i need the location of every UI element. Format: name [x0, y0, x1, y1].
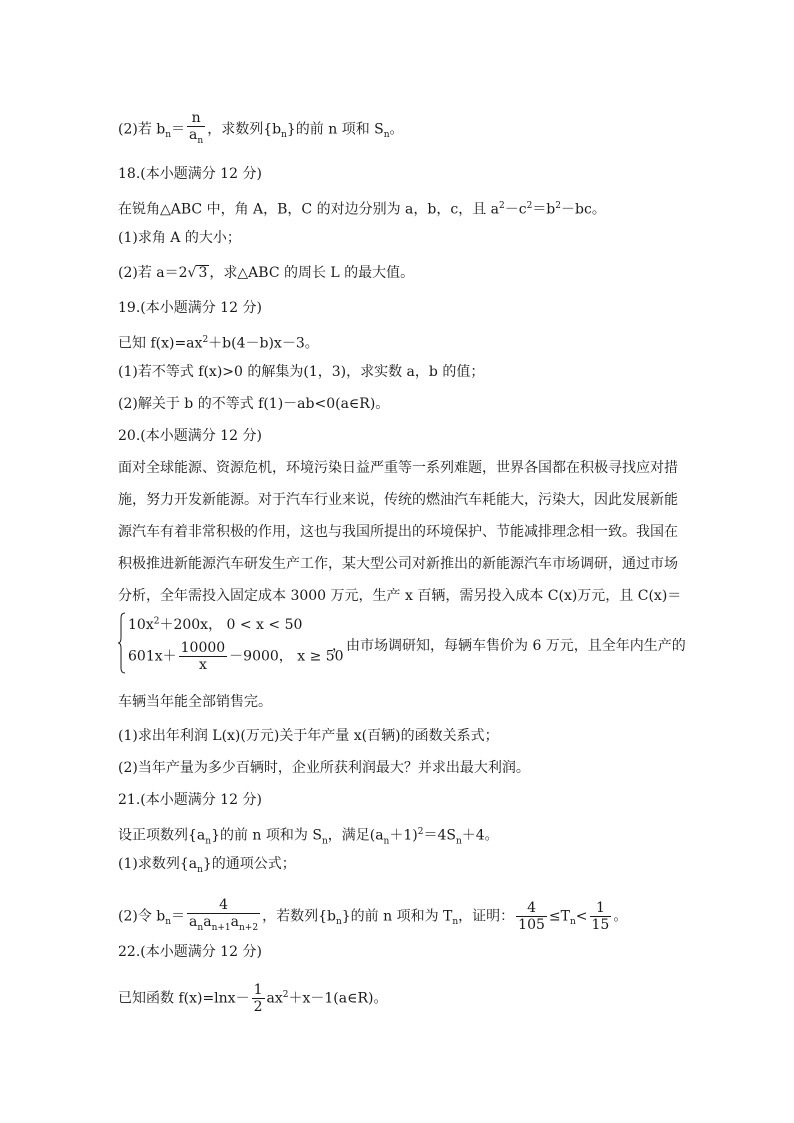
- q20-text-line3: 源汽车有着非常积极的作用，这也与我国所提出的环境保护、节能减排理念相一致。我国在: [118, 524, 678, 540]
- q18-part2: (2)若 a＝2√ 3 ，求△ABC 的周长 L 的最大值。: [118, 265, 415, 281]
- q21-statement: 设正项数列$\{a_n\}$的前 n 项和为 $S_n$，满足$(a_n+1)^2=4S_n+4$。: [118, 827, 499, 847]
- fraction-10000-over-x: $\frac{10000}{x}$: [180, 640, 226, 673]
- q22-statement: 已知函数 f(x)=lnx－ $\frac{1}{2}$ $ax^2+x-1(a\in R)$。: [118, 982, 388, 1015]
- q18-part1: (1)求角 A 的大小；: [118, 230, 241, 246]
- q19-heading: 19.(本小题满分 12 分): [118, 300, 262, 316]
- q19-part2: (2)解关于 b 的不等式 f(1)－ab<0(a∈R)。: [118, 396, 390, 412]
- q20-text-line1: 面对全球能源、资源危机，环境污染日益严重等一系列难题，世界各国都在积极寻找应对措: [118, 460, 678, 476]
- q19-statement: 已知 $f(x)=ax^2+b(4-b)x-3$。: [118, 335, 319, 352]
- q18-statement: 在锐角△ABC 中，角 A，B，C 的对边分别为 a，b，c，且 $a^2-c^2=b^2-bc$。: [118, 201, 606, 218]
- q20-case-tail: ，由市场调研知，每辆车售价为 6 万元，且全年内生产的: [332, 638, 686, 654]
- q20-text-line6: 车辆当年能全部销售完。: [118, 694, 272, 710]
- piecewise-case2: 601x＋ $\frac{10000}{x}$ －9000， x ≥ 50: [128, 640, 344, 673]
- q20-heading: 20.(本小题满分 12 分): [118, 428, 262, 444]
- q21-part1: (1)求数列$\{a_n\}$的通项公式；: [118, 856, 296, 875]
- q22-heading: 22.(本小题满分 12 分): [118, 944, 262, 960]
- sqrt-3: 3: [198, 265, 208, 281]
- piecewise-case1: $10x^2+200x$， 0 < x < 50: [128, 616, 303, 633]
- q18-heading: 18.(本小题满分 12 分): [118, 166, 262, 182]
- fraction-4-over-105: $\frac{4}{105}$: [518, 899, 545, 933]
- q20-text-line2: 施，努力开发新能源。对于汽车行业来说，传统的燃油汽车耗能大，污染大，因此发展新能: [118, 492, 678, 508]
- q21-part2: (2)令 $b_n=$ $\frac{4}{a_na_{n+1}a_{n+2}}$ ，若数列$\{b_n\}$的前 n 项和为 $T_n$，证明： $\frac{4}{105}$ $\le T_n<$ $\frac{1}{15}$ 。: [118, 897, 627, 936]
- q19-part1: (1)若不等式 f(x)>0 的解集为(1，3)，求实数 a，b 的值；: [118, 364, 485, 380]
- q20-text-line4: 积极推进新能源汽车研发生产工作，某大型公司对新推出的新能源汽车市场调研，通过市场: [118, 556, 678, 572]
- fraction-4-over-product: $\frac{4}{a_na_{n+1}a_{n+2}}$: [187, 897, 260, 936]
- fraction-n-over-an: $\frac{n}{a_n}$: [187, 110, 205, 149]
- q17-part2: (2)若 $b_n=$ $\frac{n}{a_n}$ ，求数列$\{b_n\}$的前 n 项和 $S_n$。: [118, 110, 404, 149]
- fraction-1-over-15: $\frac{1}{15}$: [591, 899, 610, 933]
- q20-part1: (1)求出年利润 L(x)(万元)关于年产量 x(百辆)的函数关系式；: [118, 728, 499, 744]
- sqrt-sign: √: [187, 265, 197, 281]
- fraction-1-over-2: $\frac{1}{2}$: [253, 982, 263, 1015]
- q20-part2: (2)当年产量为多少百辆时，企业所获利润最大？并求出最大利润。: [118, 760, 530, 776]
- q20-text-line5: 分析，全年需投入固定成本 3000 万元，生产 x 百辆，需另投入成本 C(x)万元，且 C(x)＝: [118, 588, 682, 604]
- q21-heading: 21.(本小题满分 12 分): [118, 792, 262, 808]
- piecewise-brace: [118, 612, 126, 674]
